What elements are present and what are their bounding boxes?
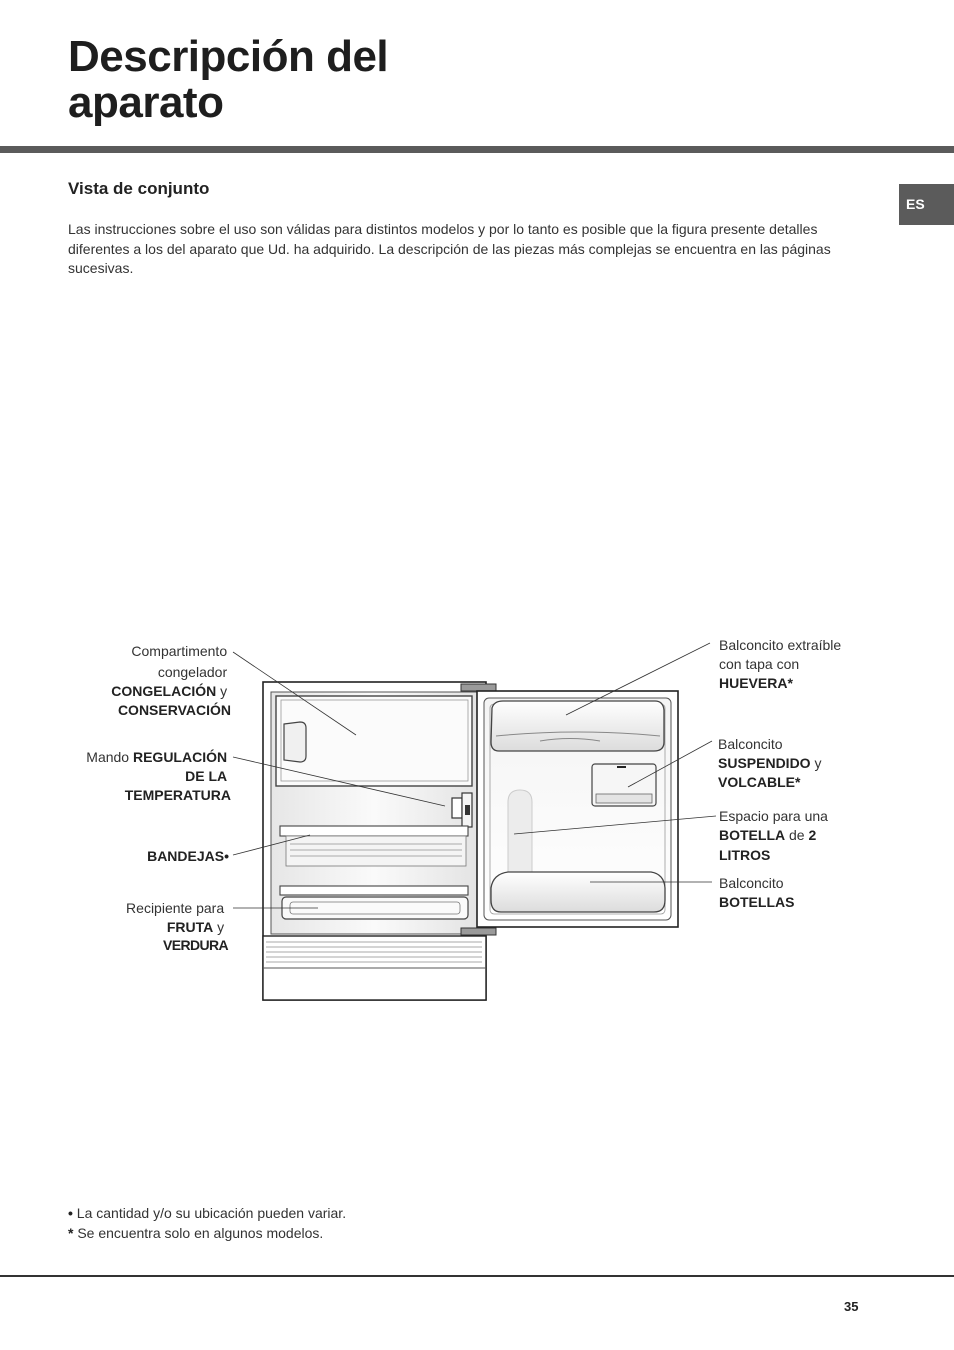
bottom-hinge [461,928,496,935]
egg-tray-label: Balconcito extraíble con tapa con HUEVERA* [719,637,842,691]
footnote-models: * Se encuentra solo en algunos modelos. [68,1224,324,1241]
footnotes [68,1204,346,1243]
footer-divider [0,1275,954,1277]
language-tab: ES [899,184,954,225]
page-title-line-1: Descripción del [68,32,389,81]
section-subtitle: Vista de conjunto [68,179,210,198]
bottle-space-label: Espacio para una BOTELLA de 2 LITROS [719,808,828,863]
intro-paragraph: Las instrucciones sobre el uso son válidas para distintos modelos y por lo tanto es posible que la figura presente detalles diferentes a los del aparato que Ud. ha adquirido. La descripción de las piezas más complejas se encuentra en las páginas sucesivas. [68,221,831,276]
freezer-compartment [276,696,472,786]
bottle-shelf-label: Balconcito BOTELLAS [719,875,795,910]
shelves-label: BANDEJAS• [147,848,229,864]
tilting-shelf-label: Balconcito SUSPENDIDO y VOLCABLE* [718,736,822,790]
top-hinge [461,684,496,691]
page-number: 35 [844,1299,859,1314]
footnote-quantity: • La cantidad y/o su ubicación pueden variar. [68,1205,347,1221]
crisper-label: Recipiente para FRUTA y VERDURA [126,900,228,953]
page-title-line-2: aparato [68,78,224,127]
freezer-label: Compartimento congelador CONGELACIÓN y CONSERVACIÓN [111,643,231,718]
fridge-door [477,691,678,927]
thermostat-label: Mando REGULACIÓN DE LA TEMPERATURA [86,749,231,803]
